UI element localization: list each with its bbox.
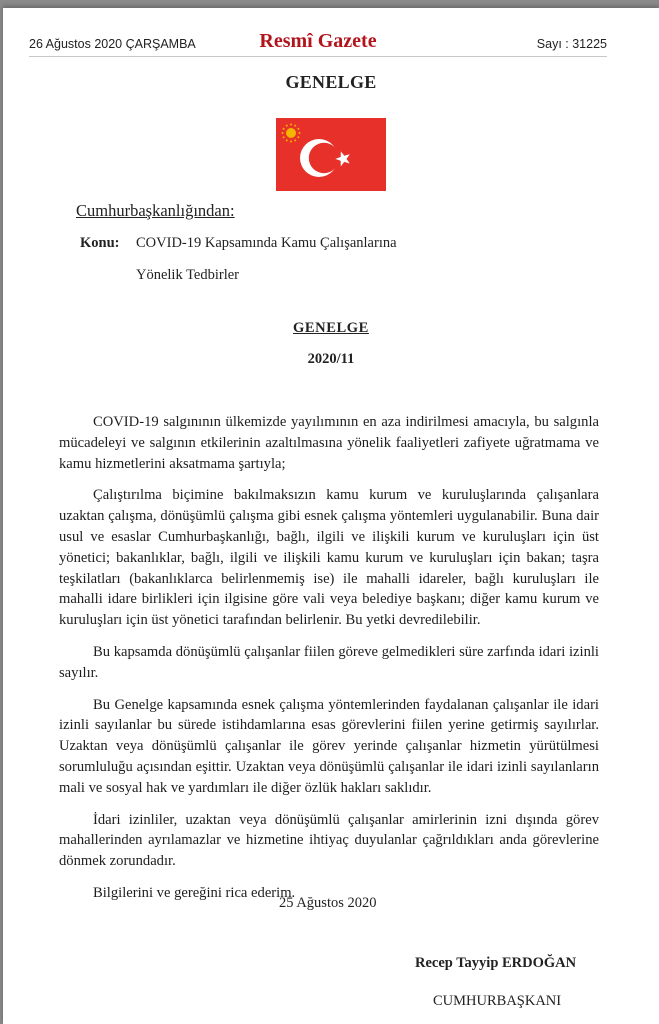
signature-date: 25 Ağustos 2020 (279, 895, 377, 911)
paragraph: COVID-19 salgınının ülkemizde yayılımının en aza indirilmesi amacıyla, bu salgınla mücadeleyi ve salgının etkilerinin azaltılmasına yönelik faaliyetleri zafiyete uğratmama ve kamu hizmetlerini aksatmama şartıyla; (59, 414, 599, 472)
circular-body (59, 412, 599, 915)
paragraph: Çalıştırılma biçimine bakılmaksızın kamu kurum ve kuruluşlarında çalışanlara uzaktan çalışma, dönüşümlü çalışma gibi esnek çalışma yöntemleri uygulanabilir. Buna dair usul ve esaslar Cumhurbaşkanlığı, bağlı, ilgili ve ilişkili kurum ve kuruluşları için üst yönetici; bakanlıklar, bağlı, ilgili ve ilişkili kamu kurum ve kuruluşları için bakan; taşra teşkilatları (bakanlıklarca belirlenmemiş ise) ile mahalli idareler, bağlı kuruluşları ile mahalli idare birlikleri için ilgisine göre vali veya belediye başkanı; diğer kamu kurum ve kuruluşları için üst yönetici tarafından belirlenir. Bu yetki devredilebilir. (59, 487, 599, 629)
subject-text (136, 227, 456, 291)
signer-title: CUMHURBAŞKANI (433, 993, 562, 1009)
publication-date: 26 Ağustos 2020 ÇARŞAMBA (29, 37, 196, 51)
gazette-header (29, 26, 607, 57)
paragraph: İdari izinliler, uzaktan veya dönüşümlü çalışanlar amirlerinin izni dışında görev mahallerinden ayrılamazlar ve hizmetine ihtiyaç duyulanlar çağrıldıkları anda görevlerine dönmek zorundadır. (59, 811, 599, 870)
presidential-flag-icon (276, 118, 386, 191)
publication-title: Resmî Gazete (259, 30, 377, 52)
paragraph: Bu Genelge kapsamında esnek çalışma yöntemlerinden faydalanan çalışanlar ile idari izinli sayılanlar bu sürede istihdamlarına esas görevlerini fiilen yerine getirmiş sayılırlar. Uzaktan veya dönüşümlü çalışanlar ile görev yerinde çalışanlar hizmetin yürütülmesi sorumluluğu açısından eşittir. Uzaktan veya dönüşümlü çalışanlar ile idari izinli sayılanların mali ve sosyal hak ve yardımları ile diğer özlük hakları saklıdır. (59, 696, 599, 796)
document-type-heading: GENELGE (285, 72, 377, 92)
closing-line: Bilgilerini ve gereğini rica ederim. (93, 884, 296, 901)
circular-number: 2020/11 (307, 351, 355, 367)
subject-label: Konu: (80, 235, 120, 251)
paragraph: Bu kapsamda dönüşümlü çalışanlar fiilen göreve gelmedikleri süre zarfında idari izinli sayılır. (59, 643, 599, 681)
document-page (3, 8, 659, 1024)
subject-line-2: Yönelik Tedbirler (136, 267, 240, 283)
issuer-heading: Cumhurbaşkanlığından: (76, 201, 235, 220)
circular-title: GENELGE (293, 320, 369, 336)
subject-line-1: COVID-19 Kapsamında Kamu Çalışanlarına (136, 235, 397, 251)
issue-number: Sayı : 31225 (536, 37, 607, 51)
signer-name: Recep Tayyip ERDOĞAN (415, 955, 577, 971)
